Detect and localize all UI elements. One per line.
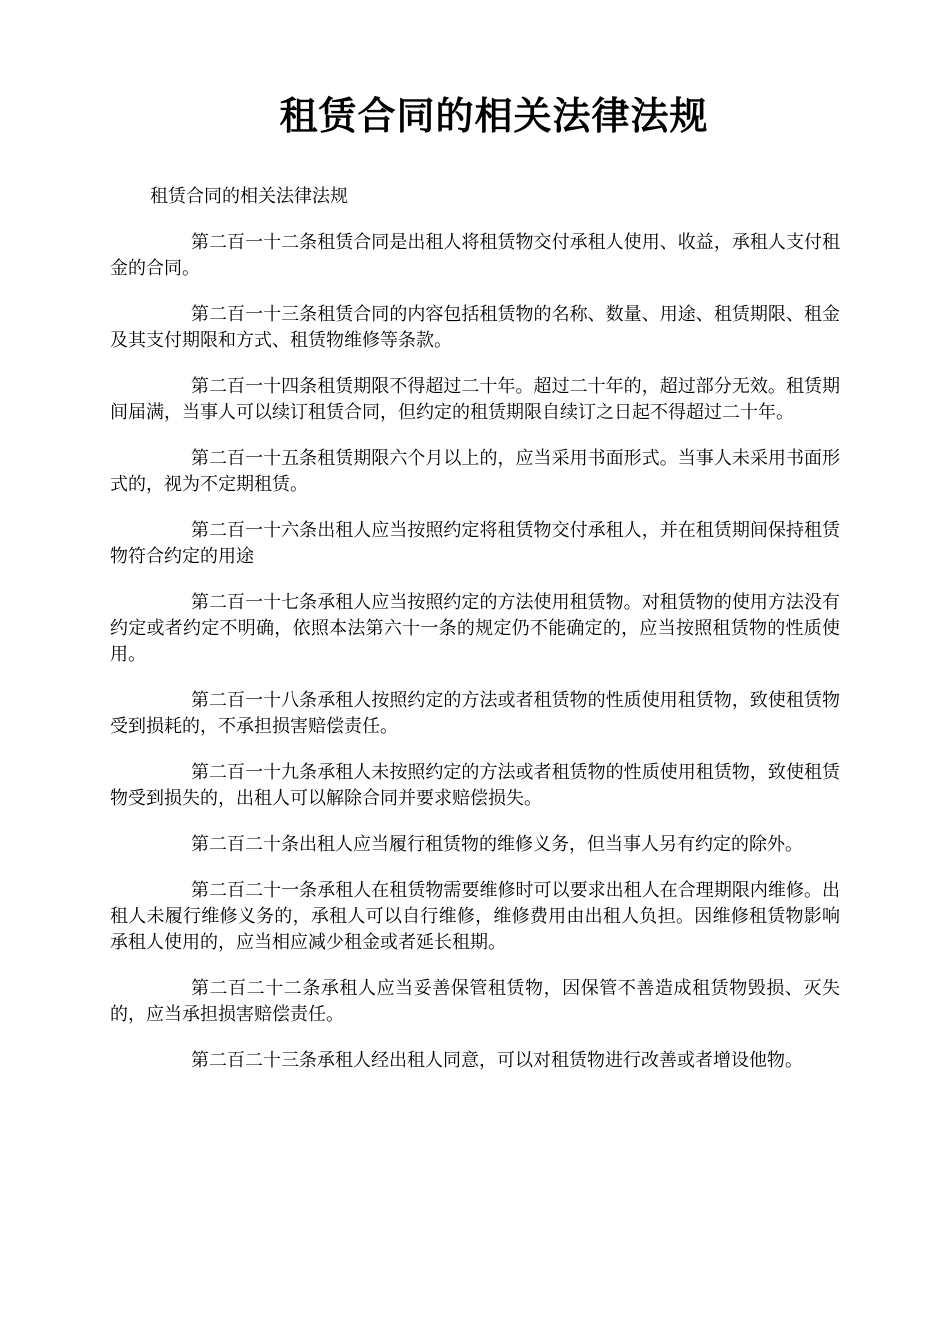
article-223-paragraph: 第二百二十三条承租人经出租人同意，可以对租赁物进行改善或者增设他物。: [191, 1050, 803, 1071]
article-212-paragraph: 第二百一十二条租赁合同是出租人将租赁物交付承租人使用、收益，承租人支付租金的合同。: [110, 232, 840, 279]
article-221-paragraph: 第二百二十一条承租人在租赁物需要维修时可以要求出租人在合理期限内维修。出租人未履行维修义务的，承租人可以自行维修，维修费用由出租人负担。因维修租赁物影响承租人使用的，应当相应减少租金或者延长租期。: [110, 880, 840, 953]
document-subtitle: 租赁合同的相关法律法规: [150, 186, 348, 207]
article-214-paragraph: 第二百一十四条租赁期限不得超过二十年。超过二十年的，超过部分无效。租赁期间届满，当事人可以续订租赁合同，但约定的租赁期限自续订之日起不得超过二十年。: [110, 376, 840, 423]
article-218-paragraph: 第二百一十八条承租人按照约定的方法或者租赁物的性质使用租赁物，致使租赁物受到损耗的，不承担损害赔偿责任。: [110, 690, 840, 737]
article-219-paragraph: 第二百一十九条承租人未按照约定的方法或者租赁物的性质使用租赁物，致使租赁物受到损失的，出租人可以解除合同并要求赔偿损失。: [110, 762, 840, 809]
article-222-paragraph: 第二百二十二条承租人应当妥善保管租赁物，因保管不善造成租赁物毁损、灭失的，应当承担损害赔偿责任。: [110, 978, 840, 1025]
article-217-paragraph: 第二百一十七条承租人应当按照约定的方法使用租赁物。对租赁物的使用方法没有约定或者约定不明确，依照本法第六十一条的规定仍不能确定的，应当按照租赁物的性质使用。: [110, 592, 840, 665]
article-215-paragraph: 第二百一十五条租赁期限六个月以上的，应当采用书面形式。当事人未采用书面形式的，视为不定期租赁。: [110, 448, 840, 495]
article-213-paragraph: 第二百一十三条租赁合同的内容包括租赁物的名称、数量、用途、租赁期限、租金及其支付期限和方式、租赁物维修等条款。: [110, 304, 840, 351]
document-title: 租赁合同的相关法律法规: [279, 94, 709, 138]
article-220-paragraph: 第二百二十条出租人应当履行租赁物的维修义务，但当事人另有约定的除外。: [191, 834, 803, 855]
document-body: [110, 230, 840, 1094]
article-216-paragraph: 第二百一十六条出租人应当按照约定将租赁物交付承租人，并在租赁期间保持租赁物符合约定的用途: [110, 520, 840, 567]
